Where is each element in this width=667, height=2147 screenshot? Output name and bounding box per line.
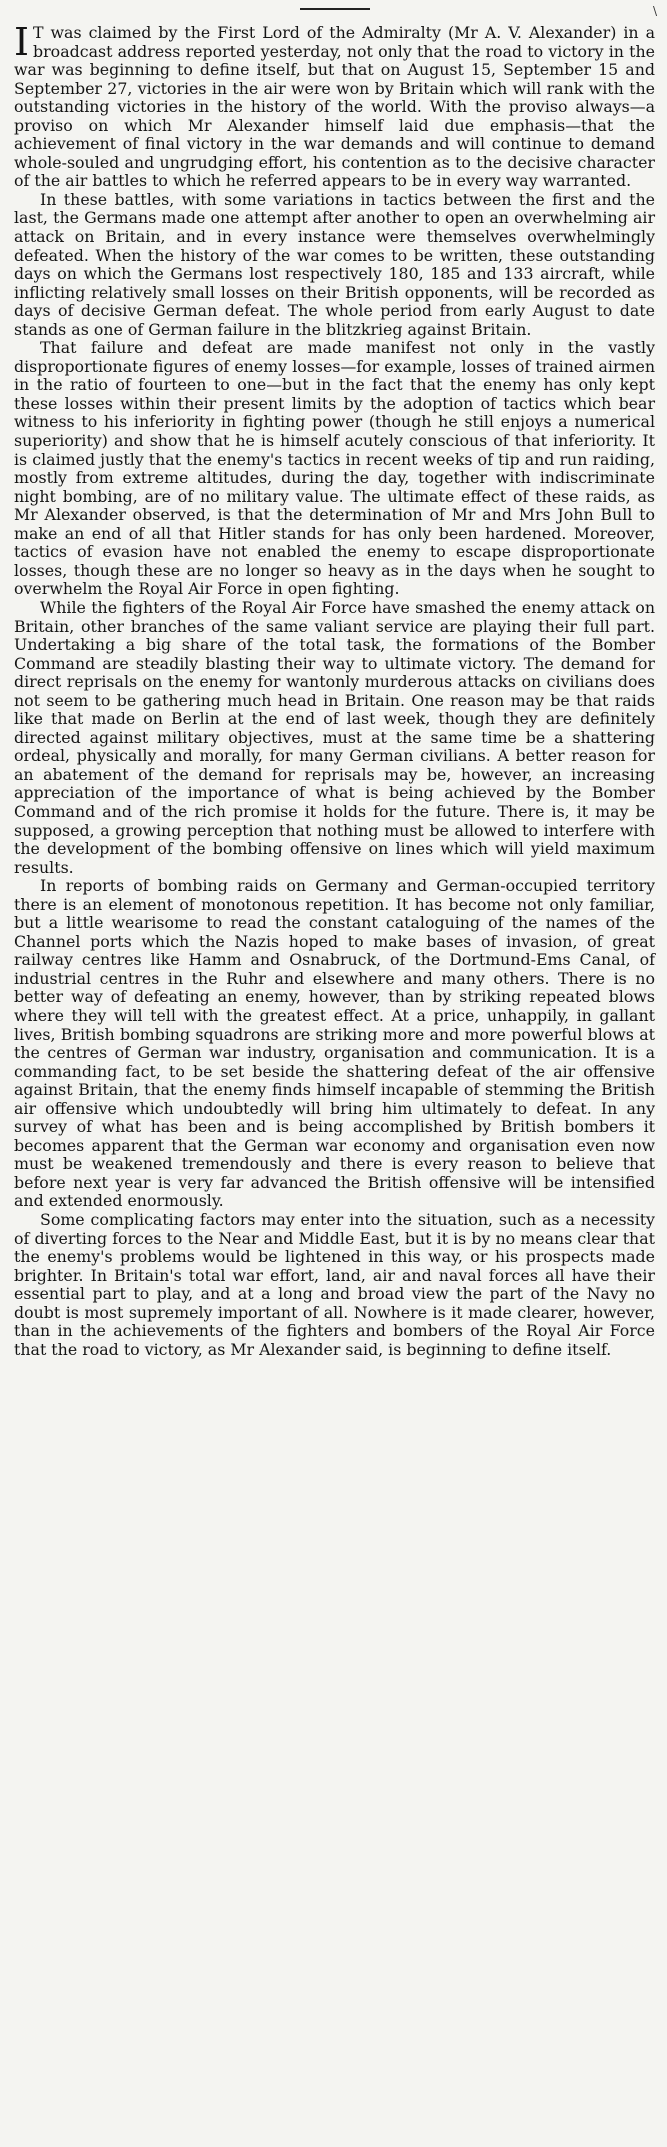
article-paragraph-2: In these battles, with some variations in tactics between the first and the last, the Germans made one attempt after another to open an overwhelming air attack on Britain, and in every instance were themselves overwhelmingly defeated. When the history of the war comes to be written, these outstanding days on which the Germans lost respectively 180, 185 and 133 aircraft, while inflicting relatively small losses on their British opponents, will be recorded as days of decisive German defeat. The whole period from early August to date stands as one of German failure in the blitzkrieg against Britain. [14,189,655,339]
article-paragraph-4: While the fighters of the Royal Air Force have smashed the enemy attack on Britain, other branches of the same valiant service are playing their full part. Undertaking a big share of the total task, the formations of the Bomber Command are steadily blasting their way to ultimate victory. The demand for direct reprisals on the enemy for wantonly murderous attacks on civilians does not seem to be gathering much head in Britain. One reason may be that raids like that made on Berlin at the end of last week, though they are definitely directed against military objectives, must at the same time be a shattering ordeal, physically and morally, for many German civilians. A better reason for an abatement of the demand for reprisals may be, however, an increasing appreciation of the importance of what is being achieved by the Bomber Command and of the rich promise it holds for the future. There is, it may be supposed, a growing perception that nothing must be allowed to interfere with the development of the bombing offensive on lines which will yield maximum results. [14,597,655,877]
corner-mark: \ [652,4,657,18]
article-paragraph-1-text: T was claimed by the First Lord of the Admiralty (Mr A. V. Alexander) in a broadcast address reported yesterday, not only that the road to victory in the war was beginning to define itself, but that on August 15, September 15 and September 27, victories in the air were won by Britain which will rank with the outstanding victories in the history of the world. With the proviso always—a proviso on which Mr Alexander himself laid due emphasis—that the achievement of final victory in the war demands and will continue to demand whole-souled and ungrudging effort, his contention as to the decisive character of the air battles to which he referred appears to be in every way warranted. [14,23,655,191]
article-paragraph-3: That failure and defeat are made manifest not only in the vastly disproportionate figures of enemy losses—for example, losses of trained airmen in the ratio of fourteen to one—but in the fact that the enemy has only kept these losses within their present limits by the adoption of tactics which bear witness to his inferiority in fighting power (though he still enjoys a numerical superiority) and show that he is himself acutely conscious of that inferiority. It is claimed justly that the enemy's tactics in recent weeks of tip and run raiding, mostly from extreme altitudes, during the day, together with indiscriminate night bombing, are of no military value. The ultimate effect of these raids, as Mr Alexander observed, is that the determination of Mr and Mrs John Bull to make an end of all that Hitler stands for has only been hardened. Moreover, tactics of evasion have not enabled the enemy to escape disproportionate losses, though these are no longer so heavy as in the days when he sought to overwhelm the Royal Air Force in open fighting. [14,338,655,599]
drop-cap: I [14,20,30,64]
article-paragraph-6: Some complicating factors may enter into the situation, such as a necessity of diverting forces to the Near and Middle East, but it is by no means clear that the enemy's problems would be lightened in this way, or his prospects made brighter. In Britain's total war effort, land, air and naval forces all have their essential part to play, and at a long and broad view the part of the Navy no doubt is most supremely important of all. Nowhere is it made clearer, however, than in the achievements of the fighters and bombers of the Royal Air Force that the road to victory, as Mr Alexander said, is beginning to define itself. [14,1210,655,1359]
article-paragraph-1 [14,20,655,191]
top-rule [300,8,370,10]
article-paragraph-5: In reports of bombing raids on Germany and German-occupied territory there is an element of monotonous repetition. It has become not only familiar, but a little wearisome to read the constant cataloguing of the names of the Channel ports which the Nazis hoped to make bases of invasion, of great railway centres like Hamm and Osnabruck, of the Dortmund-Ems Canal, of industrial centres in the Ruhr and elsewhere and many others. There is no better way of defeating an enemy, however, than by striking repeated blows where they will tell with the greatest effect. At a price, unhappily, in gallant lives, British bombing squadrons are striking more and more powerful blows at the centres of German war industry, organisation and communication. It is a commanding fact, to be set beside the shattering defeat of the air offensive against Britain, that the enemy finds himself incapable of stemming the British air offensive which undoubtedly will bring him ultimately to defeat. In any survey of what has been and is being accomplished by British bombers it becomes apparent that the German war economy and organisation even now must be weakened tremendously and there is every reason to believe that before next year is very far advanced the British offensive will be intensified and extended enormously. [14,876,655,1211]
editorial-article [14,20,655,1359]
